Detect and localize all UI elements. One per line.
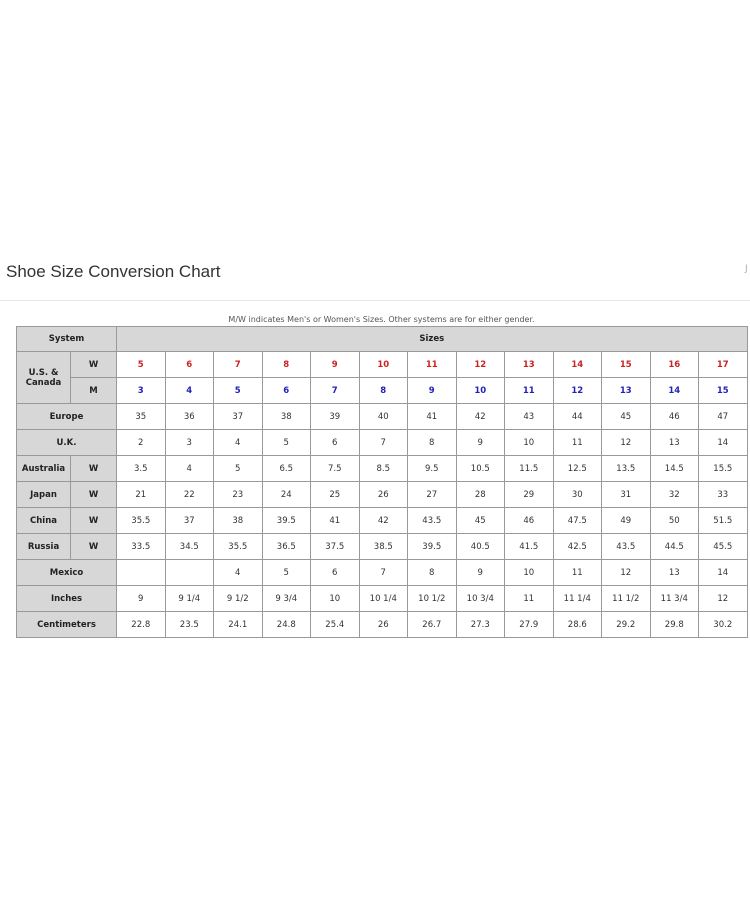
size-cell: 35 <box>117 404 166 430</box>
size-cell: 40 <box>359 404 408 430</box>
size-cell: 8 <box>408 430 457 456</box>
size-cell: 43.5 <box>602 534 651 560</box>
size-cell: 10.5 <box>456 456 505 482</box>
size-cell: 13 <box>650 560 699 586</box>
australia-label: Australia <box>17 456 71 482</box>
size-cell: 6 <box>311 560 360 586</box>
size-cell: 15.5 <box>699 456 748 482</box>
size-cell: 11 <box>553 430 602 456</box>
centimeters-row <box>17 612 748 638</box>
size-cell: 42 <box>359 508 408 534</box>
size-cell: 38.5 <box>359 534 408 560</box>
page-title: Shoe Size Conversion Chart <box>6 262 221 281</box>
system-header: System <box>17 327 117 352</box>
size-cell: 21 <box>117 482 166 508</box>
size-cell: 11 <box>505 378 554 404</box>
gender-note: M/W indicates Men's or Women's Sizes. Other systems are for either gender. <box>228 315 535 324</box>
size-cell: 10 3/4 <box>456 586 505 612</box>
size-cell: 25.4 <box>311 612 360 638</box>
australia-row <box>17 456 748 482</box>
china-women-tag: W <box>71 508 117 534</box>
size-cell: 6 <box>311 430 360 456</box>
size-cell: 3 <box>117 378 166 404</box>
size-cell: 12.5 <box>553 456 602 482</box>
size-cell: 6 <box>262 378 311 404</box>
size-cell: 41 <box>311 508 360 534</box>
size-cell: 9 <box>456 560 505 586</box>
size-cell: 2 <box>117 430 166 456</box>
size-cell: 39.5 <box>408 534 457 560</box>
size-cell: 11 <box>505 586 554 612</box>
size-cell: 14 <box>699 560 748 586</box>
sizes-header: Sizes <box>117 327 748 352</box>
size-cell: 9 <box>408 378 457 404</box>
size-cell: 10 <box>505 430 554 456</box>
size-cell: 23.5 <box>165 612 214 638</box>
size-cell: 24.8 <box>262 612 311 638</box>
size-cell: 4 <box>214 560 263 586</box>
size-cell: 4 <box>165 456 214 482</box>
size-cell: 46 <box>650 404 699 430</box>
size-cell: 27 <box>408 482 457 508</box>
size-cell: 5 <box>117 352 166 378</box>
size-conversion-table <box>16 326 748 638</box>
size-cell: 43 <box>505 404 554 430</box>
size-cell: 15 <box>699 378 748 404</box>
size-cell: 15 <box>602 352 651 378</box>
size-cell: 38 <box>214 508 263 534</box>
size-cell: 30.2 <box>699 612 748 638</box>
size-cell: 45 <box>602 404 651 430</box>
size-cell: 14 <box>699 430 748 456</box>
size-cell: 41 <box>408 404 457 430</box>
size-cell: 10 1/2 <box>408 586 457 612</box>
size-cell: 7 <box>359 560 408 586</box>
size-cell: 29.8 <box>650 612 699 638</box>
size-cell: 7 <box>359 430 408 456</box>
size-cell: 13 <box>602 378 651 404</box>
russia-label: Russia <box>17 534 71 560</box>
edge-glyph: J <box>745 264 748 274</box>
us-canada-label-line2: Canada <box>25 377 62 388</box>
us-men-row <box>17 378 748 404</box>
size-cell: 3 <box>165 430 214 456</box>
size-cell: 37 <box>165 508 214 534</box>
size-cell: 14.5 <box>650 456 699 482</box>
centimeters-label: Centimeters <box>17 612 117 638</box>
size-cell: 9 <box>117 586 166 612</box>
size-cell: 28.6 <box>553 612 602 638</box>
size-cell: 24.1 <box>214 612 263 638</box>
europe-label: Europe <box>17 404 117 430</box>
russia-women-tag: W <box>71 534 117 560</box>
uk-label: U.K. <box>17 430 117 456</box>
size-cell <box>165 560 214 586</box>
size-cell: 37 <box>214 404 263 430</box>
size-cell: 42.5 <box>553 534 602 560</box>
size-cell: 11.5 <box>505 456 554 482</box>
size-cell: 14 <box>553 352 602 378</box>
size-cell: 41.5 <box>505 534 554 560</box>
size-cell: 7 <box>214 352 263 378</box>
size-cell <box>117 560 166 586</box>
size-cell: 11 1/2 <box>602 586 651 612</box>
china-row <box>17 508 748 534</box>
mexico-row <box>17 560 748 586</box>
size-cell: 11 3/4 <box>650 586 699 612</box>
japan-label: Japan <box>17 482 71 508</box>
size-cell: 8 <box>262 352 311 378</box>
size-cell: 12 <box>602 560 651 586</box>
size-cell: 10 1/4 <box>359 586 408 612</box>
size-cell: 27.3 <box>456 612 505 638</box>
size-cell: 9 1/2 <box>214 586 263 612</box>
size-cell: 26 <box>359 612 408 638</box>
mexico-label: Mexico <box>17 560 117 586</box>
australia-women-tag: W <box>71 456 117 482</box>
size-cell: 51.5 <box>699 508 748 534</box>
size-cell: 5 <box>262 430 311 456</box>
japan-women-tag: W <box>71 482 117 508</box>
size-cell: 23 <box>214 482 263 508</box>
size-cell: 13.5 <box>602 456 651 482</box>
japan-row <box>17 482 748 508</box>
women-tag: W <box>71 352 117 378</box>
uk-row <box>17 430 748 456</box>
size-cell: 28 <box>456 482 505 508</box>
size-cell: 13 <box>505 352 554 378</box>
russia-row <box>17 534 748 560</box>
us-canada-label <box>17 352 71 404</box>
size-cell: 8 <box>359 378 408 404</box>
size-cell: 22 <box>165 482 214 508</box>
size-cell: 33 <box>699 482 748 508</box>
size-cell: 24 <box>262 482 311 508</box>
size-cell: 45.5 <box>699 534 748 560</box>
size-cell: 36 <box>165 404 214 430</box>
size-cell: 13 <box>650 430 699 456</box>
size-cell: 12 <box>699 586 748 612</box>
size-cell: 10 <box>456 378 505 404</box>
size-cell: 47.5 <box>553 508 602 534</box>
us-women-row <box>17 352 748 378</box>
size-cell: 50 <box>650 508 699 534</box>
size-cell: 11 <box>553 560 602 586</box>
size-cell: 3.5 <box>117 456 166 482</box>
title-divider <box>0 300 750 301</box>
size-cell: 5 <box>214 456 263 482</box>
size-cell: 7 <box>311 378 360 404</box>
size-cell: 29 <box>505 482 554 508</box>
size-cell: 7.5 <box>311 456 360 482</box>
size-cell: 12 <box>456 352 505 378</box>
size-cell: 17 <box>699 352 748 378</box>
size-cell: 32 <box>650 482 699 508</box>
size-cell: 10 <box>359 352 408 378</box>
us-canada-label-line1: U.S. & <box>28 367 59 378</box>
size-cell: 10 <box>311 586 360 612</box>
size-cell: 30 <box>553 482 602 508</box>
size-cell: 44 <box>553 404 602 430</box>
inches-label: Inches <box>17 586 117 612</box>
size-cell: 8 <box>408 560 457 586</box>
men-tag: M <box>71 378 117 404</box>
size-cell: 10 <box>505 560 554 586</box>
size-cell: 14 <box>650 378 699 404</box>
size-cell: 31 <box>602 482 651 508</box>
size-cell: 26.7 <box>408 612 457 638</box>
size-cell: 9 <box>311 352 360 378</box>
size-cell: 34.5 <box>165 534 214 560</box>
size-cell: 22.8 <box>117 612 166 638</box>
size-cell: 37.5 <box>311 534 360 560</box>
size-cell: 11 1/4 <box>553 586 602 612</box>
inches-row <box>17 586 748 612</box>
size-cell: 47 <box>699 404 748 430</box>
size-cell: 35.5 <box>117 508 166 534</box>
size-cell: 38 <box>262 404 311 430</box>
size-cell: 12 <box>553 378 602 404</box>
size-cell: 35.5 <box>214 534 263 560</box>
size-cell: 11 <box>408 352 457 378</box>
size-cell: 45 <box>456 508 505 534</box>
size-cell: 46 <box>505 508 554 534</box>
size-cell: 44.5 <box>650 534 699 560</box>
size-cell: 39 <box>311 404 360 430</box>
size-cell: 6.5 <box>262 456 311 482</box>
size-cell: 16 <box>650 352 699 378</box>
size-cell: 8.5 <box>359 456 408 482</box>
size-cell: 26 <box>359 482 408 508</box>
size-cell: 39.5 <box>262 508 311 534</box>
china-label: China <box>17 508 71 534</box>
size-cell: 12 <box>602 430 651 456</box>
size-cell: 29.2 <box>602 612 651 638</box>
size-cell: 42 <box>456 404 505 430</box>
size-cell: 33.5 <box>117 534 166 560</box>
size-cell: 40.5 <box>456 534 505 560</box>
size-cell: 6 <box>165 352 214 378</box>
size-cell: 5 <box>262 560 311 586</box>
size-cell: 9.5 <box>408 456 457 482</box>
size-cell: 49 <box>602 508 651 534</box>
size-cell: 4 <box>165 378 214 404</box>
size-cell: 27.9 <box>505 612 554 638</box>
size-cell: 43.5 <box>408 508 457 534</box>
europe-row <box>17 404 748 430</box>
size-cell: 5 <box>214 378 263 404</box>
size-cell: 36.5 <box>262 534 311 560</box>
size-cell: 9 1/4 <box>165 586 214 612</box>
size-cell: 9 <box>456 430 505 456</box>
header-row <box>17 327 748 352</box>
size-cell: 4 <box>214 430 263 456</box>
size-cell: 9 3/4 <box>262 586 311 612</box>
size-cell: 25 <box>311 482 360 508</box>
